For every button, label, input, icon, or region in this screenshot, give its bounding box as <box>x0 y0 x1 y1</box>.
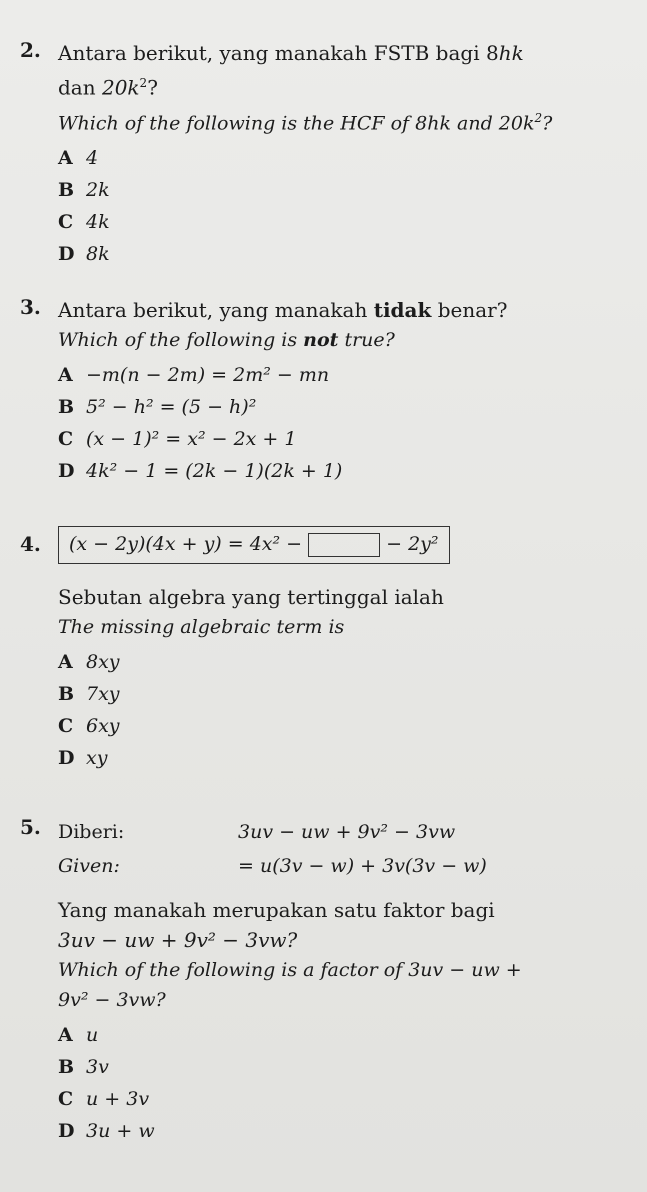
question-text-english: Which of the following is not true? <box>58 329 395 351</box>
option-a[interactable]: A 8xy <box>58 651 120 673</box>
question-4 <box>20 526 630 774</box>
question-text-malay: Antara berikut, yang manakah tidak benar? <box>58 298 508 322</box>
option-a[interactable]: A 4 <box>58 146 99 169</box>
blank-answer-box[interactable] <box>308 533 380 557</box>
question-number: 5. <box>20 815 41 839</box>
option-d[interactable]: D 8k <box>58 242 110 265</box>
question-5 <box>20 815 630 1147</box>
option-a[interactable]: A −m(n − 2m) = 2m² − mn <box>58 364 330 386</box>
option-d[interactable]: D xy <box>58 747 108 769</box>
option-c[interactable]: C 6xy <box>58 715 120 737</box>
given-line-malay: Diberi: 3uv − uw + 9v² − 3vw <box>58 821 456 843</box>
question-text-english-line2: 9v² − 3vw? <box>58 989 166 1011</box>
question-text-malay: Yang manakah merupakan satu faktor bagi <box>58 898 495 922</box>
question-2 <box>20 38 630 270</box>
answer-options <box>58 1019 630 1147</box>
answer-options <box>58 646 630 774</box>
option-c[interactable]: C (x − 1)² = x² − 2x + 1 <box>58 428 297 450</box>
question-text-malay: Sebutan algebra yang tertinggal ialah <box>58 585 444 609</box>
answer-options <box>58 359 630 487</box>
option-c[interactable]: C 4k <box>58 210 110 233</box>
question-number: 3. <box>20 295 41 319</box>
option-b[interactable]: B 5² − h² = (5 − h)² <box>58 396 257 418</box>
question-text-english: Which of the following is the HCF of 8hk and $20k^2$? <box>58 110 553 134</box>
question-text-english: The missing algebraic term is <box>58 616 345 638</box>
question-number: 2. <box>20 38 41 62</box>
option-b[interactable]: B 3v <box>58 1056 109 1078</box>
question-text-english: Which of the following is a factor of 3uv − uw + <box>58 959 522 981</box>
question-3 <box>20 295 630 487</box>
option-d[interactable]: D 4k² − 1 = (2k − 1)(2k + 1) <box>58 460 343 482</box>
option-b[interactable]: B 2k <box>58 178 110 201</box>
option-d[interactable]: D 3u + w <box>58 1120 155 1142</box>
option-b[interactable]: B 7xy <box>58 683 120 705</box>
question-text-malay-line2: 3uv − uw + 9v² − 3vw? <box>58 928 298 952</box>
option-a[interactable]: A u <box>58 1024 99 1046</box>
answer-options <box>58 142 630 270</box>
question-number: 4. <box>20 532 41 556</box>
question-text-malay-line2: dan $20k^2$? <box>58 75 158 100</box>
option-c[interactable]: C u + 3v <box>58 1088 150 1110</box>
equation-box: (x − 2y)(4x + y) = 4x² − − 2y² <box>58 526 450 564</box>
given-line-english: Given: = u(3v − w) + 3v(3v − w) <box>58 855 487 877</box>
question-text-malay: Antara berikut, yang manakah FSTB bagi 8hk <box>58 41 524 65</box>
